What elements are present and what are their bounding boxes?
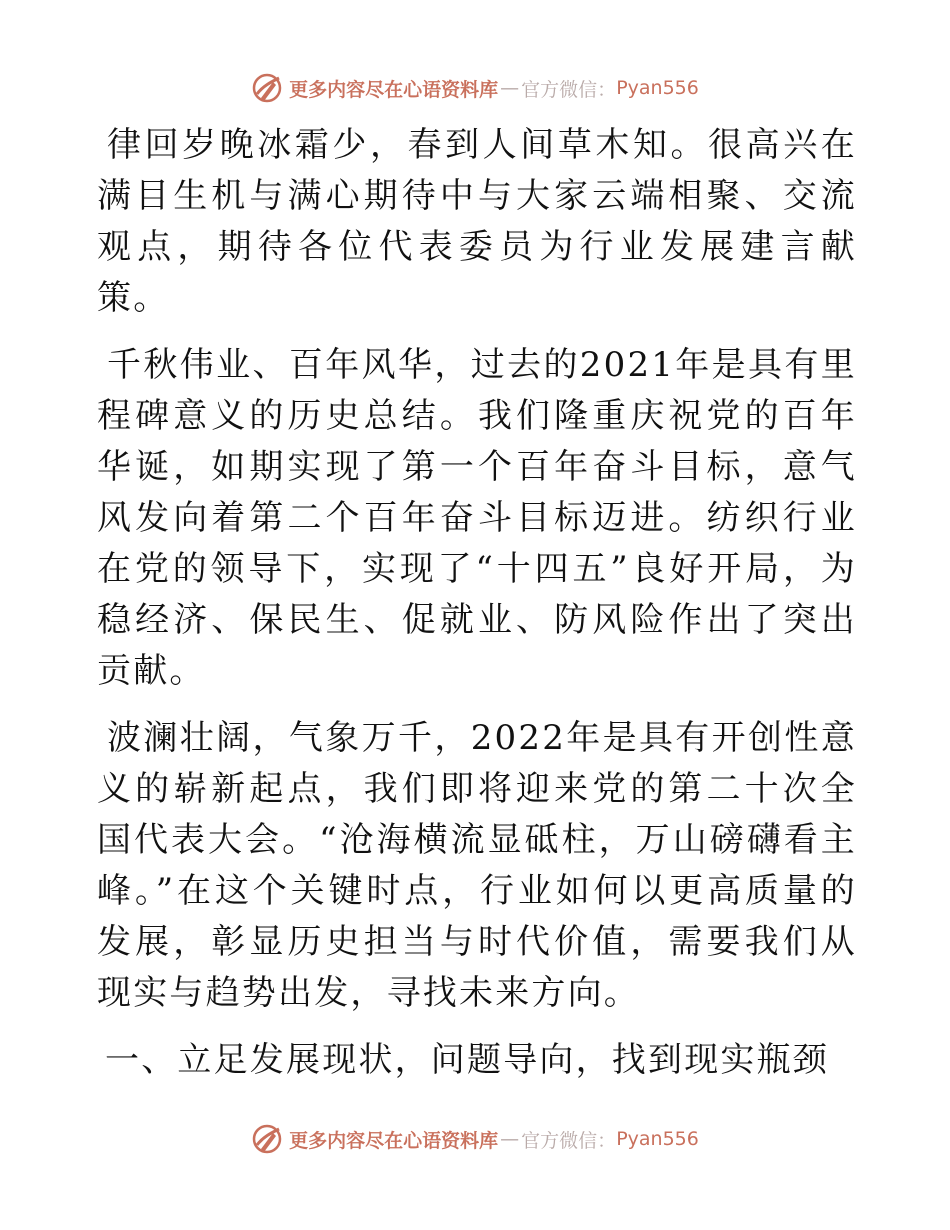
ribbon-pen-logo-icon <box>251 1123 283 1155</box>
watermark-contact-label: 官方微信： <box>521 78 617 101</box>
watermark-dash: — <box>500 1128 520 1150</box>
section-heading: 一、立足发展现状，问题导向，找到现实瓶颈 <box>105 1040 829 1080</box>
watermark-dash: — <box>500 77 520 99</box>
ribbon-pen-logo-icon <box>251 72 283 104</box>
paragraph-1: 律回岁晚冰霜少，春到人间草木知。很高兴在满目生机与满心期待中与大家云端相聚、交流观点，期待各位代表委员为行业发展建言献策。 <box>97 125 857 318</box>
watermark-contact-id: Pyan556 <box>616 77 699 99</box>
watermark-main-text: 更多内容尽在心语资料库 <box>289 78 499 101</box>
watermark-contact-id: Pyan556 <box>616 1128 699 1150</box>
watermark-contact-label: 官方微信： <box>521 1129 617 1152</box>
paragraph-3: 波澜壮阔，气象万千，2022年是具有开创性意义的崭新起点，我们即将迎来党的第二十次全国代表大会。“沧海横流显砥柱，万山磅礴看主峰。”在这个关键时点，行业如何以更高质量的发展，彰显历史担当与时代价值，需要我们从现实与趋势出发，寻找未来方向。 <box>97 718 857 1013</box>
footer-watermark <box>0 1123 950 1155</box>
document-body <box>97 120 857 1086</box>
paragraph-2: 千秋伟业、百年风华，过去的2021年是具有里程碑意义的历史总结。我们隆重庆祝党的百年华诞，如期实现了第一个百年奋斗目标，意气风发向着第二个百年奋斗目标迈进。纺织行业在党的领导下，实现了“十四五”良好开局，为稳经济、保民生、促就业、防风险作出了突出贡献。 <box>97 345 857 691</box>
watermark-main-text: 更多内容尽在心语资料库 <box>289 1129 499 1152</box>
header-watermark <box>0 72 950 104</box>
